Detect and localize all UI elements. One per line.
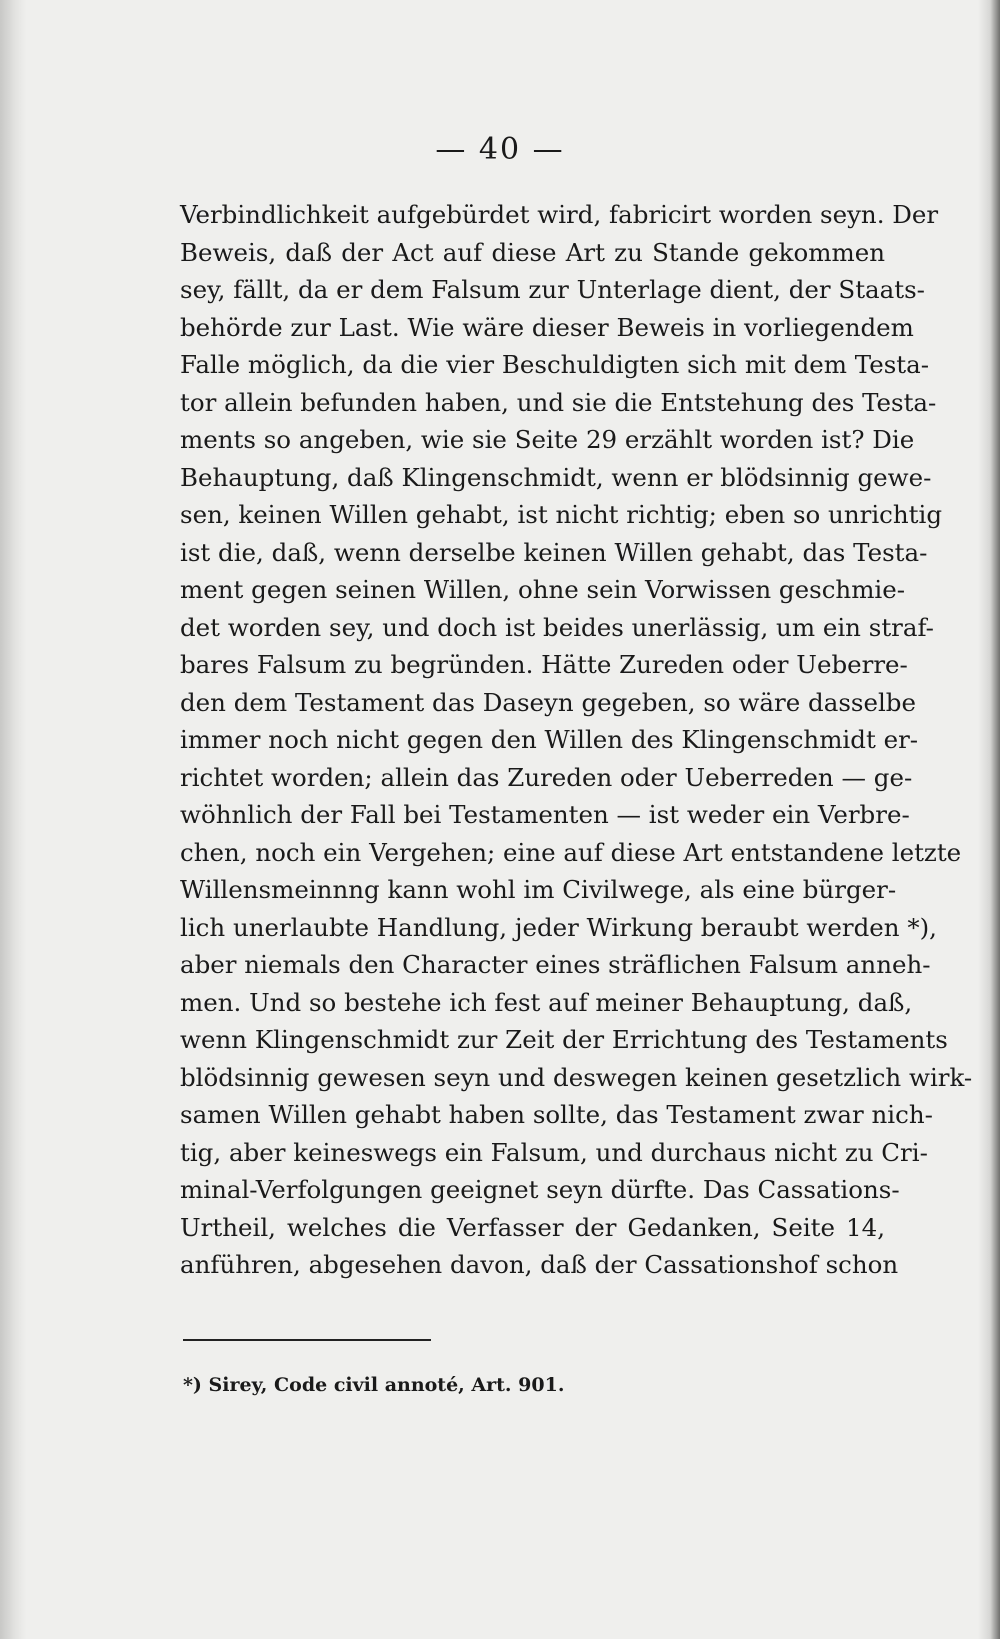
text-line: tor allein befunden haben, und sie die Entstehung des Testa- <box>180 387 937 417</box>
text-line: Willensmeinnng kann wohl im Civilwege, als eine bürger- <box>180 875 897 904</box>
footnote-divider <box>183 1339 431 1341</box>
page-number: — 40 — <box>435 132 565 167</box>
text-line: aber niemals den Character eines sträflichen Falsum anneh- <box>180 950 931 979</box>
text-line: den dem Testament das Daseyn gegeben, so wäre dasselbe <box>180 687 916 717</box>
text-line: det worden sey, und doch ist beides unerlässig, um ein straf- <box>180 612 934 642</box>
text-line: sen, keinen Willen gehabt, ist nicht richtig; eben so unrichtig <box>180 500 943 529</box>
text-line: tig, aber keineswegs ein Falsum, und durchaus nicht zu Cri- <box>180 1137 928 1167</box>
text-line: bares Falsum zu begründen. Hätte Zureden oder Ueberre- <box>180 650 908 679</box>
text-line: minal-Verfolgungen geeignet seyn dürfte. Das Cassations- <box>180 1175 900 1204</box>
text-line: wenn Klingenschmidt zur Zeit der Errichtung des Testaments <box>180 1025 948 1054</box>
text-line: anführen, abgesehen davon, daß der Cassationshof schon <box>180 1250 899 1279</box>
text-line: men. Und so bestehe ich fest auf meiner Behauptung, daß, <box>180 987 913 1017</box>
page-spine-shadow <box>0 0 26 1639</box>
text-line: Beweis, daß der Act auf diese Art zu Stande gekommen <box>180 237 885 267</box>
page-right-edge <box>978 0 1000 1639</box>
text-line: Urtheil, welches die Verfasser der Gedanken, Seite 14, <box>180 1212 885 1242</box>
text-line: Behauptung, daß Klingenschmidt, wenn er blödsinnig gewe- <box>180 462 932 492</box>
text-line: lich unerlaubte Handlung, jeder Wirkung beraubt werden *), <box>180 912 937 942</box>
text-line: ments so angeben, wie sie Seite 29 erzählt worden ist? Die <box>180 425 915 454</box>
footnote: *) Sirey, Code civil annoté, Art. 901. <box>183 1374 565 1396</box>
text-line: ment gegen seinen Willen, ohne sein Vorwissen geschmie- <box>180 575 906 604</box>
text-line: blödsinnig gewesen seyn und deswegen keinen gesetzlich wirk- <box>180 1062 973 1092</box>
text-line: chen, noch ein Vergehen; eine auf diese Art entstandene letzte <box>180 837 962 867</box>
text-line: behörde zur Last. Wie wäre dieser Beweis in vorliegendem <box>180 312 914 342</box>
text-line: Verbindlichkeit aufgebürdet wird, fabricirt worden seyn. Der <box>180 200 939 229</box>
text-line: samen Willen gehabt haben sollte, das Testament zwar nich- <box>180 1100 933 1129</box>
text-line: ist die, daß, wenn derselbe keinen Willen gehabt, das Testa- <box>180 537 928 567</box>
text-line: immer noch nicht gegen den Willen des Klingenschmidt er- <box>180 725 919 754</box>
text-line: richtet worden; allein das Zureden oder Ueberreden — ge- <box>180 762 913 792</box>
body-text <box>180 196 973 1284</box>
text-line: Falle möglich, da die vier Beschuldigten sich mit dem Testa- <box>180 350 930 379</box>
text-line: sey, fällt, da er dem Falsum zur Unterlage dient, der Staats- <box>180 275 925 304</box>
text-line: wöhnlich der Fall bei Testamenten — ist weder ein Verbre- <box>180 800 910 829</box>
